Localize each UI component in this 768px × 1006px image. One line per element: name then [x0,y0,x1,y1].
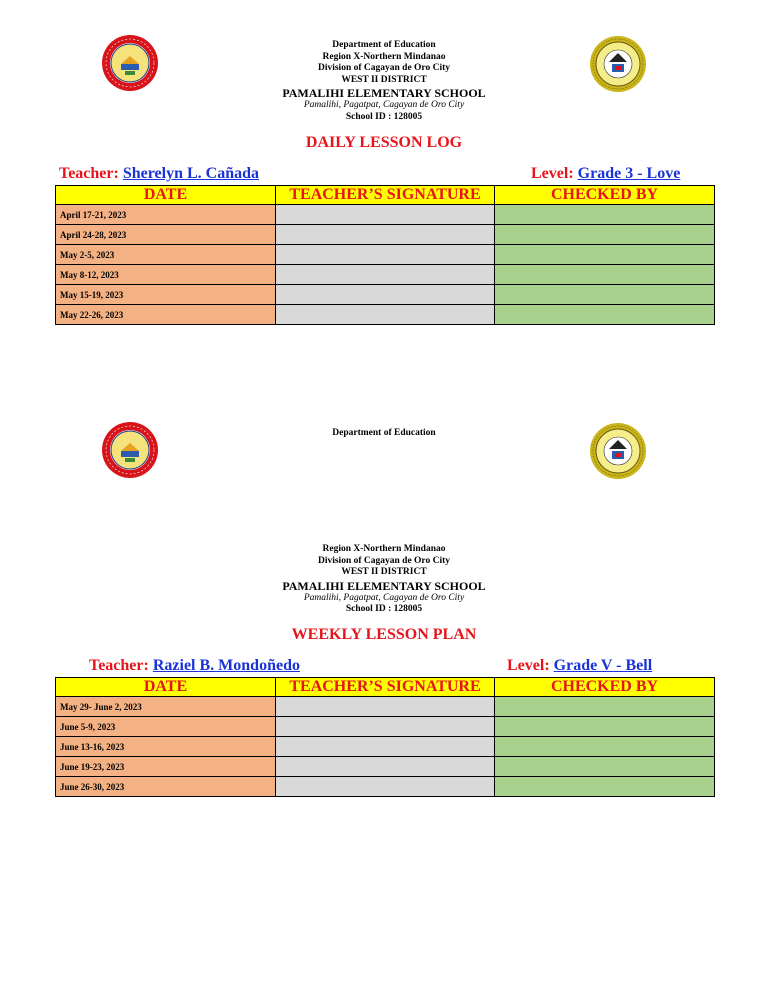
teacher-name: Sherelyn L. Cañada [122,165,260,182]
teacher-name: Raziel B. Mondoñedo [152,657,300,674]
table-row [56,697,715,717]
signature-cell[interactable] [276,245,495,265]
level-label: Level: [507,657,550,674]
signature-cell[interactable] [276,717,495,737]
table-header-row [56,186,715,205]
table-row [56,285,715,305]
document-title: DAILY LESSON LOG [305,134,463,151]
column-header-date: DATE [56,186,276,205]
deped-seal-icon [589,35,647,98]
school-header-2 [234,544,534,616]
date-cell: May 29- June 2, 2023 [56,697,276,717]
table-row [56,757,715,777]
division-name: Division of Cagayan de Oro City [317,63,451,73]
level-field [531,165,680,183]
table-row [56,245,715,265]
checked-by-cell[interactable] [495,245,715,265]
section2-department [234,428,534,440]
school-id: School ID : 128005 [345,111,423,122]
date-cell: June 5-9, 2023 [56,717,276,737]
department-name: Department of Education [332,428,436,438]
checked-by-cell[interactable] [495,305,715,325]
date-cell: June 19-23, 2023 [56,757,276,777]
column-header-signature: TEACHER’S SIGNATURE [276,186,495,205]
checked-by-cell[interactable] [495,697,715,717]
signature-cell[interactable] [276,225,495,245]
level-value: Grade 3 - Love [577,165,681,182]
checked-by-cell[interactable] [495,205,715,225]
district-name: WEST II DISTRICT [341,567,427,577]
date-cell: June 26-30, 2023 [56,777,276,797]
department-name: Department of Education [332,40,436,50]
school-seal-icon [101,34,159,97]
date-cell: May 22-26, 2023 [56,305,276,325]
level-value: Grade V - Bell [553,657,653,674]
table-header-row [56,678,715,697]
date-cell: May 2-5, 2023 [56,245,276,265]
table-row [56,205,715,225]
document-title-2: WEEKLY LESSON PLAN [291,626,477,643]
signature-cell[interactable] [276,205,495,225]
column-header-checked-by: CHECKED BY [495,678,715,697]
signature-cell[interactable] [276,305,495,325]
region-name: Region X-Northern Mindanao [322,51,446,62]
table-row [56,265,715,285]
school-header [234,40,534,123]
table-row [56,717,715,737]
signature-cell[interactable] [276,737,495,757]
region-name: Region X-Northern Mindanao [322,544,446,554]
daily-log-table [55,185,715,325]
signature-cell[interactable] [276,265,495,285]
checked-by-cell[interactable] [495,225,715,245]
checked-by-cell[interactable] [495,285,715,305]
table-row [56,737,715,757]
weekly-plan-table [55,677,715,797]
school-address: Pamalihi, Pagatpat, Cagayan de Oro City [303,100,465,110]
level-field-2 [507,657,652,675]
teacher-label: Teacher: [89,657,149,674]
deped-seal-icon [589,422,647,485]
date-cell: April 24-28, 2023 [56,225,276,245]
checked-by-cell[interactable] [495,265,715,285]
district-name: WEST II DISTRICT [341,74,427,85]
teacher-field [59,165,259,183]
school-name: PAMALIHI ELEMENTARY SCHOOL [282,578,486,593]
date-cell: May 15-19, 2023 [56,285,276,305]
date-cell: April 17-21, 2023 [56,205,276,225]
signature-cell[interactable] [276,757,495,777]
table-row [56,305,715,325]
signature-cell[interactable] [276,285,495,305]
checked-by-cell[interactable] [495,737,715,757]
column-header-checked-by: CHECKED BY [495,186,715,205]
column-header-date: DATE [56,678,276,697]
signature-cell[interactable] [276,777,495,797]
column-header-signature: TEACHER’S SIGNATURE [276,678,495,697]
school-address: Pamalihi, Pagatpat, Cagayan de Oro City [303,592,465,603]
date-cell: June 13-16, 2023 [56,737,276,757]
school-id: School ID : 128005 [345,604,423,614]
table-row [56,777,715,797]
division-name: Division of Cagayan de Oro City [317,555,451,566]
level-label: Level: [531,165,574,182]
checked-by-cell[interactable] [495,717,715,737]
table-row [56,225,715,245]
checked-by-cell[interactable] [495,757,715,777]
school-name: PAMALIHI ELEMENTARY SCHOOL [282,86,486,100]
signature-cell[interactable] [276,697,495,717]
school-seal-icon [101,421,159,484]
checked-by-cell[interactable] [495,777,715,797]
teacher-label: Teacher: [59,165,119,182]
teacher-field-2 [89,657,300,675]
date-cell: May 8-12, 2023 [56,265,276,285]
